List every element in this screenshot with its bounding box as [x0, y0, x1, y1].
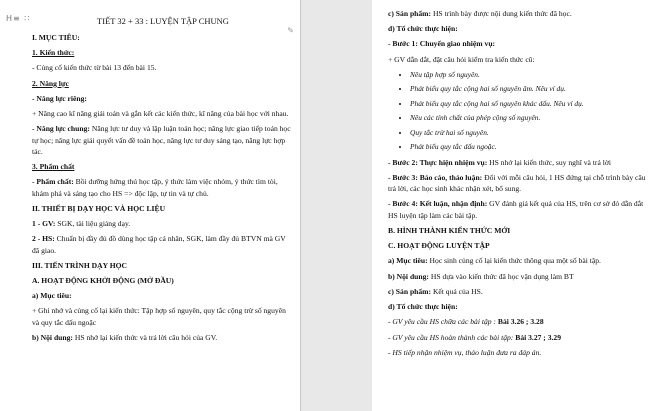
exercise-numbers: Bài 3.26 ; 3.28	[497, 317, 544, 327]
paragraph-body: Học sinh củng cố lại kiến thức thông qua một số bài tập.	[427, 256, 601, 266]
paragraph: + Ghi nhớ và củng cố lại kiến thức: Tập hợp số nguyên, quy tắc cộng trừ số nguyên và quy tắc dấu ngoặc	[32, 306, 286, 327]
paragraph: - Củng cố kiến thức từ bài 13 đến bài 15.	[32, 63, 157, 73]
paragraph	[32, 176, 294, 198]
paragraph-lead: a) Mục tiêu:	[388, 256, 428, 266]
paragraph-body: SGK, tài liệu giảng dạy.	[55, 219, 131, 229]
list-item: • Phát biểu quy tắc cộng hai số nguyên âm. Nêu ví dụ.	[410, 83, 646, 94]
paragraph-lead: 2 - HS:	[32, 234, 55, 244]
paragraph	[32, 233, 294, 255]
paragraph	[32, 332, 294, 343]
document-page-left	[0, 0, 300, 411]
paragraph-body: HS nhớ lại kiến thức và trả lời câu hỏi của GV.	[72, 332, 218, 342]
section-heading: A. HOẠT ĐỘNG KHỞI ĐỘNG (MỞ ĐẦU)	[32, 275, 174, 285]
paragraph	[388, 316, 646, 327]
paragraph-body: HS nhớ lại kiến thức, suy nghĩ và trả lời	[487, 157, 611, 167]
paragraph-heading: - Năng lực riêng:	[32, 93, 87, 103]
paragraph-body: Bồi dưỡng hứng thú học tập, ý thức làm việc nhóm, ý thức tìm tòi, khám phá và sáng tạo cho HS => độc lập, tự tin và tự chủ.	[32, 177, 278, 198]
list-item: • Nêu tập hợp số nguyên.	[410, 69, 646, 80]
step-heading: - Bước 1: Chuyển giao nhiệm vụ:	[388, 39, 496, 49]
paragraph-heading: a) Mục tiêu:	[32, 291, 72, 301]
paragraph-lead: - Bước 4: Kết luận, nhận định:	[388, 199, 488, 209]
section-heading: C. HOẠT ĐỘNG LUYỆN TẬP	[388, 241, 490, 251]
paragraph	[388, 255, 646, 266]
paragraph-lead: - Phẩm chất:	[32, 177, 74, 187]
section-heading: II. THIẾT BỊ DẠY HỌC VÀ HỌC LIỆU	[32, 203, 166, 213]
list-item: • Phát biểu quy tắc cộng hai số nguyên khác dấu. Nêu ví dụ.	[410, 98, 646, 109]
paragraph-lead: b) Nội dung:	[32, 332, 73, 342]
section-heading: I. MỤC TIÊU:	[32, 33, 80, 42]
paragraph-heading: d) Tổ chức thực hiện:	[388, 24, 458, 34]
paragraph-body: Kết quả của HS.	[431, 286, 483, 296]
paragraph	[388, 8, 646, 19]
paragraph	[388, 271, 646, 282]
document-title: TIẾT 32 + 33 : LUYỆN TẬP CHUNG	[97, 16, 229, 26]
list-item: • Phát biểu quy tắc dấu ngoặc.	[410, 141, 646, 152]
paragraph	[388, 286, 646, 297]
paragraph	[32, 218, 294, 229]
paragraph-body: GV đánh giá kết quả của HS, trên cơ sở đó dẫn dắt HS luyện tập làm các bài tập.	[388, 199, 644, 220]
paragraph	[388, 198, 646, 220]
paragraph-body: Năng lực tư duy và lập luận toán học; năng lực giao tiếp toán học tự học; năng lực giải quyết vấn đề toán học, năng lực tư duy sáng tạo, năng lực hợp tác.	[32, 124, 291, 156]
list-item: • Nêu các tính chất của phép cộng số nguyên.	[410, 112, 646, 123]
paragraph	[388, 172, 646, 194]
document-page-right	[372, 0, 650, 411]
paragraph-lead: - Bước 3: Báo cáo, thảo luận:	[388, 172, 483, 182]
paragraph-body: Chuẩn bị đầy đủ đồ dùng học tập cá nhân, SGK, làm đầy đủ BTVN mà GV đã giao.	[32, 234, 286, 255]
paragraph-lead: c) Sản phẩm:	[388, 286, 432, 296]
list-item: • Quy tắc trừ hai số nguyên.	[410, 127, 646, 138]
subsection-heading: 2. Năng lực	[32, 78, 69, 88]
paragraph-body: - GV yêu cầu HS hoàn thành các bài tập:	[388, 332, 516, 342]
paragraph-body: HS trình bày được nội dung kiến thức đã học.	[431, 9, 572, 18]
paragraph	[388, 332, 646, 343]
paragraph: + GV dẫn dắt, đặt câu hỏi kiểm tra kiến thức cũ:	[388, 54, 535, 64]
paragraph-lead: 1 - GV:	[32, 219, 56, 229]
subsection-heading: 3. Phẩm chất	[32, 162, 75, 172]
page-left-content	[32, 12, 294, 347]
paragraph-heading: d) Tổ chức thực hiện:	[388, 302, 458, 312]
paragraph-lead: - Bước 2: Thực hiện nhiệm vụ:	[388, 157, 488, 167]
paragraph-mark: H≡ ∷	[6, 14, 31, 23]
paragraph-body: HS dựa vào kiến thức đã học vận dụng làm BT	[428, 271, 574, 281]
paragraph	[388, 157, 646, 168]
section-heading: III. TIẾN TRÌNH DẠY HỌC	[32, 260, 128, 270]
question-list	[388, 69, 646, 153]
paragraph	[32, 123, 294, 157]
paragraph-body: Đối với mỗi câu hỏi, 1 HS đứng tại chỗ trình bày câu trả lời, các học sinh khác nhận xét, bổ sung.	[388, 172, 646, 194]
page-gutter	[300, 0, 374, 411]
section-heading: B. HÌNH THÀNH KIẾN THỨC MỚI	[388, 225, 511, 235]
paragraph: - HS tiếp nhận nhiệm vụ, thảo luận đưa ra đáp án.	[388, 347, 542, 357]
paragraph-lead: - Năng lực chung:	[32, 124, 90, 134]
exercise-numbers: Bài 3.27 ; 3.29	[515, 332, 562, 342]
paragraph-body: - GV yêu cầu HS chữa các bài tập :	[388, 317, 498, 327]
subsection-heading: 1. Kiến thức:	[32, 48, 75, 58]
edit-icon[interactable]: ✎	[287, 26, 294, 35]
paragraph: + Nâng cao kĩ năng giải toán và gắn kết các kiến thức, kĩ năng của bài học với nhau.	[32, 109, 289, 119]
page-right-content	[388, 8, 646, 362]
paragraph-lead: b) Nội dung:	[388, 271, 429, 281]
paragraph-lead: c) Sản phẩm:	[388, 9, 432, 18]
